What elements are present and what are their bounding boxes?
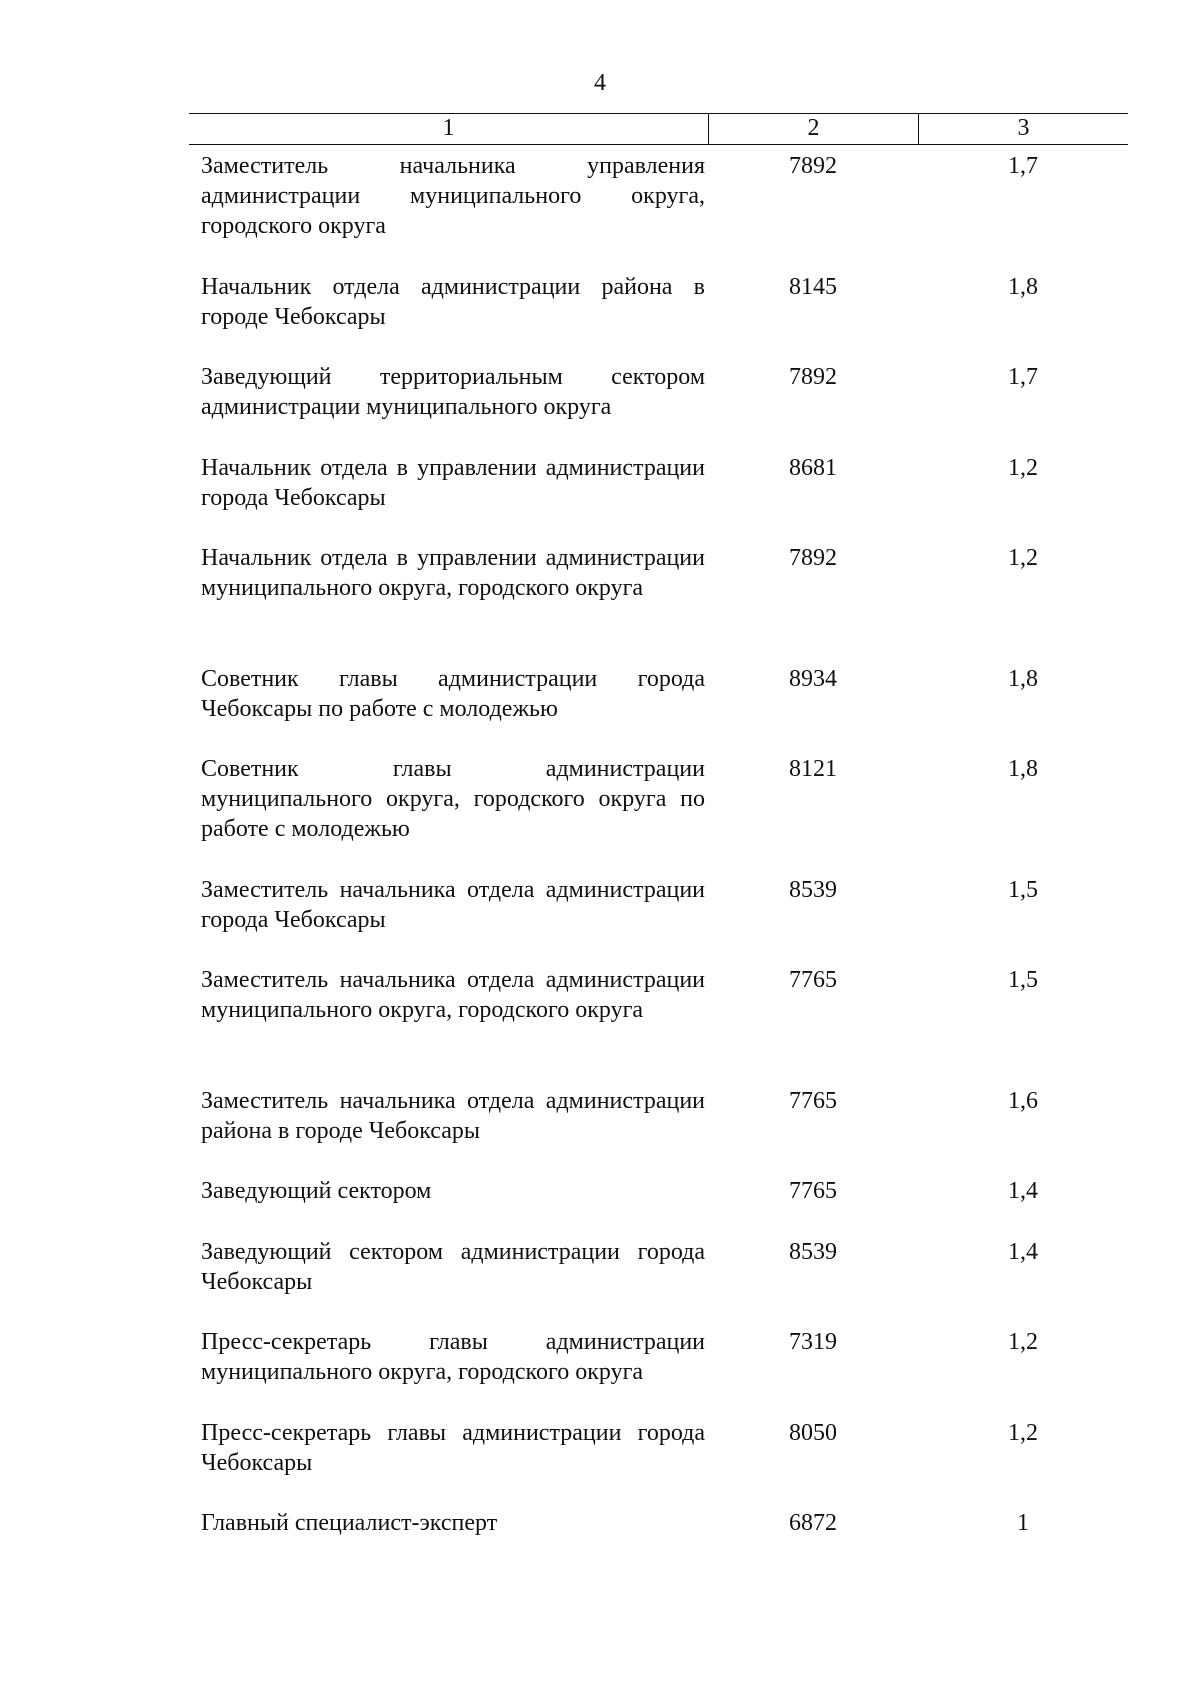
coefficient-value: 1,2 xyxy=(1008,455,1038,481)
table-row xyxy=(189,1086,1128,1176)
table-row xyxy=(189,1508,1128,1568)
position-title: Начальник отдела в управлении администрации города Чебоксары xyxy=(201,455,705,511)
salary-value: 8539 xyxy=(789,1239,837,1265)
table-row xyxy=(189,875,1128,965)
table-row xyxy=(189,151,1128,272)
header-col-1: 1 xyxy=(442,115,455,141)
salary-value: 8050 xyxy=(789,1420,837,1446)
salary-value: 6872 xyxy=(789,1510,837,1536)
coefficient-value: 1 xyxy=(1017,1510,1029,1536)
position-title: Заведующий территориальным сектором администрации муниципального округа xyxy=(201,364,705,420)
coefficient-value: 1,2 xyxy=(1008,1420,1038,1446)
coefficient-value: 1,2 xyxy=(1008,1329,1038,1355)
position-title: Пресс-секретарь главы администрации города Чебоксары xyxy=(201,1420,705,1476)
position-title: Заведующий сектором xyxy=(201,1178,432,1204)
position-title: Начальник отдела администрации района в городе Чебоксары xyxy=(201,274,705,330)
salary-value: 8539 xyxy=(789,877,837,903)
table-row xyxy=(189,362,1128,453)
coefficient-value: 1,7 xyxy=(1008,364,1038,390)
coefficient-value: 1,4 xyxy=(1008,1178,1038,1204)
table-row xyxy=(189,543,1128,664)
coefficient-value: 1,5 xyxy=(1008,877,1038,903)
position-title: Советник главы администрации муниципального округа, городского округа по работе с молодежью xyxy=(201,756,705,842)
header-col-2: 2 xyxy=(708,114,918,144)
coefficient-value: 1,4 xyxy=(1008,1239,1038,1265)
table-header xyxy=(189,113,1128,145)
salary-value: 8145 xyxy=(789,274,837,300)
coefficient-value: 1,5 xyxy=(1008,967,1038,993)
table-row xyxy=(189,965,1128,1086)
salary-value: 7892 xyxy=(789,545,837,571)
page-number: 4 xyxy=(594,70,606,96)
table-row xyxy=(189,1176,1128,1237)
table-row xyxy=(189,453,1128,543)
salary-value: 7319 xyxy=(789,1329,837,1355)
position-title: Начальник отдела в управлении администрации муниципального округа, городского округа xyxy=(201,545,705,601)
table-row xyxy=(189,272,1128,362)
salary-value: 7765 xyxy=(789,967,837,993)
salary-value: 8934 xyxy=(789,666,837,692)
position-title: Пресс-секретарь главы администрации муниципального округа, городского округа xyxy=(201,1329,705,1385)
salary-value: 7892 xyxy=(789,153,837,179)
position-title: Заместитель начальника отдела администрации района в городе Чебоксары xyxy=(201,1088,705,1144)
coefficient-value: 1,7 xyxy=(1008,153,1038,179)
salary-value: 7765 xyxy=(789,1178,837,1204)
coefficient-value: 1,8 xyxy=(1008,274,1038,300)
position-title: Советник главы администрации города Чебоксары по работе с молодежью xyxy=(201,666,705,722)
table-row xyxy=(189,754,1128,875)
position-title: Заместитель начальника отдела администрации города Чебоксары xyxy=(201,877,705,933)
salary-value: 7892 xyxy=(789,364,837,390)
table-row xyxy=(189,664,1128,754)
salary-value: 8681 xyxy=(789,455,837,481)
position-title: Заведующий сектором администрации города Чебоксары xyxy=(201,1239,705,1295)
position-title: Главный специалист-эксперт xyxy=(201,1510,498,1536)
table-row xyxy=(189,1327,1128,1418)
coefficient-value: 1,2 xyxy=(1008,545,1038,571)
table-row xyxy=(189,1418,1128,1508)
table-row xyxy=(189,1237,1128,1327)
position-title: Заместитель начальника отдела администрации муниципального округа, городского округа xyxy=(201,967,705,1023)
table-body xyxy=(189,151,1128,1568)
coefficient-value: 1,8 xyxy=(1008,666,1038,692)
header-col-3: 3 xyxy=(918,114,1128,144)
salary-value: 7765 xyxy=(789,1088,837,1114)
coefficient-value: 1,6 xyxy=(1008,1088,1038,1114)
coefficient-value: 1,8 xyxy=(1008,756,1038,782)
salary-value: 8121 xyxy=(789,756,837,782)
position-title: Заместитель начальника управления администрации муниципального округа, городского округа xyxy=(201,153,705,239)
